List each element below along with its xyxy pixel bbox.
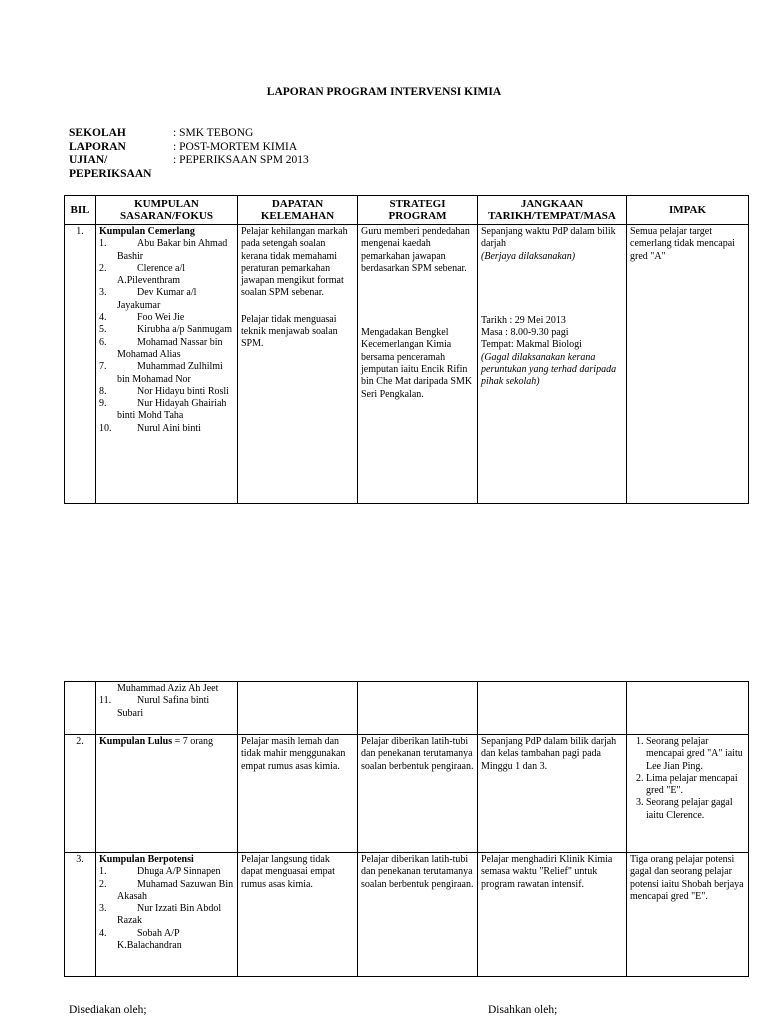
- table-row: [65, 682, 749, 735]
- weakness-cell: [238, 853, 358, 977]
- header-jangkaan: JANGKAAN TARIKH/TEMPAT/MASA: [478, 196, 627, 225]
- list-item: 4. Sobah A/P K.Balachandran: [99, 927, 182, 952]
- header-dapatan: DAPATAN KELEMAHAN: [238, 196, 358, 225]
- timeline-cell: [478, 735, 627, 853]
- meta-label: UJIAN/: [69, 154, 108, 166]
- approved-by-label: Disahkan oleh;: [488, 1004, 558, 1016]
- timeline-text: Sepanjang waktu PdP dalam bilik darjah: [481, 226, 616, 250]
- weakness-cell: [238, 682, 358, 735]
- weakness-text: Pelajar masih lemah dan tidak mahir menggunakan empat rumus asas kimia.: [241, 736, 346, 772]
- strategy-text: Mengadakan Bengkel Kecemerlangan Kimia bersama penceramah jemputan iaitu Encik Rifin bin Che Mat daripada SMK Seri Pengkalan.: [361, 327, 473, 400]
- list-item: 5. Kirubha a/p Sanmugam: [99, 324, 232, 336]
- program-table-page2: [64, 681, 749, 977]
- row-number: 2.: [65, 735, 96, 853]
- timeline-place: Tempat: Makmal Biologi: [481, 339, 582, 351]
- weakness-text: Pelajar kehilangan markah pada setengah soalan kerana tidak memahami peraturan pemarkahan jawapan mengikut format soalan SPM sebenar.: [241, 226, 348, 299]
- list-item: Muhammad Aziz Ah Jeet: [117, 683, 219, 694]
- list-item: 4. Foo Wei Jie: [99, 312, 185, 324]
- impact-text: Semua pelajar target cemerlang tidak mencapai gred "A": [630, 226, 735, 262]
- meta-label: LAPORAN: [69, 140, 126, 153]
- meta-row-ujian: [69, 154, 309, 168]
- impact-cell: [627, 735, 749, 853]
- timeline-date: Tarikh : 29 Mei 2013: [481, 314, 566, 326]
- strategy-text: Pelajar diberikan latih-tubi dan penekanan terutamanya soalan berbentuk pengiraan.: [361, 854, 474, 890]
- list-item: 1. Abu Bakar bin Ahmad Bashir: [99, 238, 228, 262]
- row-number: 1.: [65, 225, 96, 504]
- strategy-cell: [358, 225, 478, 504]
- report-meta: [69, 127, 309, 181]
- timeline-cell: [478, 225, 627, 504]
- meta-row-peperiksaan: [69, 168, 309, 182]
- impact-cell: [627, 682, 749, 735]
- list-item: 2. Lima pelajar mencapai gred "E".: [646, 773, 745, 798]
- strategy-cell: [358, 735, 478, 853]
- list-item: 9. Nur Hidayah Ghairiah binti Mohd Taha: [99, 398, 227, 422]
- meta-row-laporan: [69, 141, 309, 155]
- group-name: Kumpulan Berpotensi: [99, 854, 194, 865]
- table-row: [65, 225, 749, 504]
- prepared-by-label: Disediakan oleh;: [69, 1004, 147, 1016]
- list-item: 1. Seorang pelajar mencapai gred "A" iaitu Lee Jian Ping.: [646, 736, 745, 773]
- list-item: 11. Nurul Safina binti Subari: [99, 695, 210, 719]
- weakness-cell: [238, 735, 358, 853]
- target-group-cell: [96, 853, 238, 977]
- table-header-row: [65, 196, 749, 225]
- header-impak: IMPAK: [627, 196, 749, 225]
- table-row: [65, 735, 749, 853]
- list-item: 10. Nurul Aini binti: [99, 422, 201, 434]
- program-table-page1: [64, 195, 749, 504]
- group-name: Kumpulan Lulus: [99, 736, 173, 747]
- timeline-note: (Berjaya dilaksanakan): [481, 250, 576, 262]
- header-kumpulan: KUMPULAN SASARAN/FOKUS: [96, 196, 238, 225]
- meta-label: SEKOLAH: [69, 127, 126, 139]
- strategy-cell: [358, 853, 478, 977]
- impact-list: [630, 736, 745, 822]
- list-item: 3. Dev Kumar a/l Jayakumar: [99, 287, 197, 311]
- group-count: = 7 orang: [172, 736, 214, 747]
- list-item: 2. Muhamad Sazuwan Bin Akasah: [99, 878, 234, 902]
- meta-value: : POST-MORTEM KIMIA: [173, 140, 298, 153]
- timeline-note: (Gagal dilaksanakan kerana peruntukan yang terhad daripada pihak sekolah): [481, 351, 617, 388]
- timeline-cell: [478, 853, 627, 977]
- report-title: LAPORAN PROGRAM INTERVENSI KIMIA: [266, 86, 502, 98]
- strategy-text: Guru memberi pendedahan mengenai kaedah pemarkahan jawapan berdasarkan SPM sebenar.: [361, 226, 470, 274]
- impact-cell: [627, 225, 749, 504]
- weakness-text: Pelajar langsung tidak dapat menguasai empat rumus asas kimia.: [241, 854, 335, 890]
- weakness-text: Pelajar tidak menguasai teknik menjawab soalan SPM.: [241, 313, 338, 350]
- group-name: Kumpulan Cemerlang: [99, 226, 195, 237]
- impact-text: Tiga orang pelajar potensi gagal dan seorang pelajar potensi iaitu Shobah berjaya mencapai gred "E".: [630, 854, 744, 902]
- list-item: 1. Dhuga A/P Sinnapen: [99, 866, 221, 878]
- target-group-cell: [96, 735, 238, 853]
- list-item: 2. Clerence a/l A.Pileventhram: [99, 262, 186, 287]
- meta-value: : SMK TEBONG: [173, 127, 254, 139]
- meta-value: : PEPERIKSAAN SPM 2013: [173, 154, 309, 166]
- row-number: 3.: [65, 853, 96, 977]
- timeline-text: Sepanjang PdP dalam bilik darjah dan kelas tambahan pagi pada Minggu 1 dan 3.: [481, 736, 617, 772]
- impact-cell: [627, 853, 749, 977]
- list-item: 3. Seorang pelajar gagal iaitu Clerence.: [646, 797, 745, 822]
- weakness-cell: [238, 225, 358, 504]
- list-item: 6. Mohamad Nassar bin Mohamad Alias: [99, 336, 223, 360]
- timeline-text: Pelajar menghadiri Klinik Kimia semasa waktu "Relief" untuk program rawatan intensif.: [481, 854, 613, 890]
- header-strategi: STRATEGI PROGRAM: [358, 196, 478, 225]
- strategy-cell: [358, 682, 478, 735]
- target-group-cell: [96, 225, 238, 504]
- row-number: [65, 682, 96, 735]
- timeline-time: Masa : 8.00-9.30 pagi: [481, 327, 569, 339]
- list-item: 3. Nur Izzati Bin Abdol Razak: [99, 903, 222, 927]
- strategy-text: Pelajar diberikan latih-tubi dan penekanan terutamanya soalan berbentuk pengiraan.: [361, 736, 474, 772]
- header-bil: BIL: [65, 196, 96, 225]
- target-group-cell: [96, 682, 238, 735]
- table-row: [65, 853, 749, 977]
- meta-row-sekolah: [69, 127, 309, 141]
- timeline-cell: [478, 682, 627, 735]
- student-list: [99, 238, 234, 435]
- list-item: 7. Muhammad Zulhilmi bin Mohamad Nor: [99, 361, 223, 385]
- meta-label: PEPERIKSAAN: [69, 167, 152, 180]
- list-item: 8. Nor Hidayu binti Rosli: [99, 385, 229, 397]
